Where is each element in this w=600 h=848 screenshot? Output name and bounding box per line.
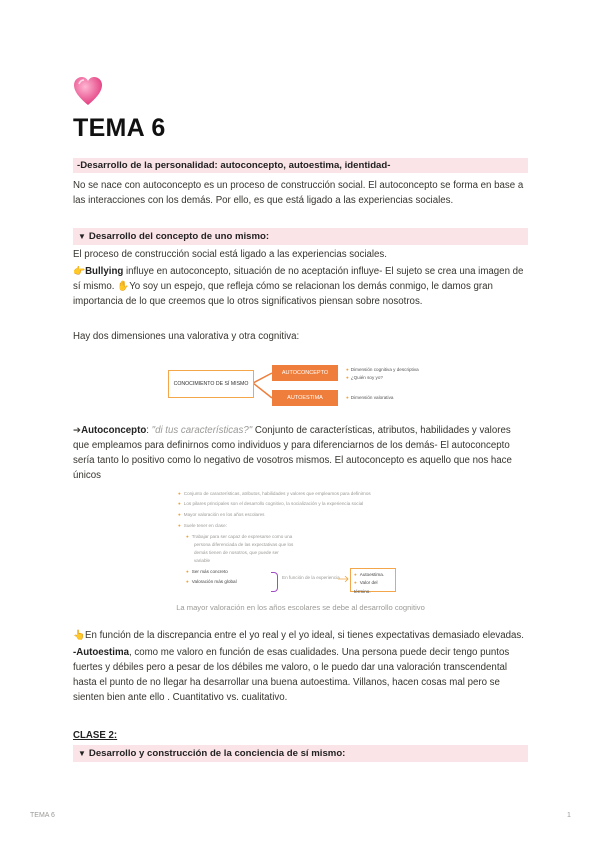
detail-mid-note: En función de la experiencia: [282, 575, 340, 580]
paragraph-dimensiones: Hay dos dimensiones una valorativa y otra cognitiva:: [73, 331, 300, 342]
note-valorativa: ● Dimensión valorativa: [346, 395, 394, 400]
paragraph-autoconcepto: ➔Autoconcepto: "di tus características?" Conjunto de características, atributos, habilidades y valores que empleamos para definirnos como individuos y para diferenciarnos de los demás- El autoconcepto sería tanto lo positivo como lo negativo de vosotros mismos. El autoconcepto es aquello que nos hace únicos: [73, 425, 512, 481]
detail-row: ● Suele tener en clase:: [178, 523, 227, 528]
detail-subrow-cont: persona diferenciada de las expectativas que los: [194, 542, 294, 547]
detail-subrow: ● Valoración más global: [186, 579, 237, 584]
node-conocimiento: CONOCIMIENTO DE SÍ MISMO: [168, 370, 254, 398]
paragraph-discrepancia: 👆En función de la discrepancia entre el yo real y el yo ideal, si tienes expectativas demasiado elevadas.: [73, 630, 524, 641]
detail-subrow-cont: variable: [194, 558, 211, 563]
arrow-right-icon: [338, 576, 350, 582]
paragraph-bullying: 👉Bullying influye en autoconcepto, situación de no aceptación influye- El sujeto se crea una imagen de sí mismo. ✋Yo soy un espejo, que refleja cómo se relacionan los demás conmigo, le damos gran importancia de lo que creemos que lo otros significativos piensan sobre nosotros.: [73, 266, 524, 307]
toggle-triangle-icon: ▼: [78, 232, 86, 241]
toggle-concepto-uno-mismo[interactable]: ▼ Desarrollo del concepto de uno mismo:: [73, 228, 528, 245]
outcome-line: ● Autoestima.: [354, 572, 385, 577]
detail-subrow-cont: demás tienen de nosotros, que puede ser: [194, 550, 279, 555]
diagram-conocimiento: [168, 362, 438, 410]
clase-heading: CLASE 2:: [73, 730, 118, 741]
note-quien-soy: ● ¿Quién soy yo?: [346, 375, 383, 380]
intro-paragraph: No se nace con autoconcepto es un proceso de construcción social. El autoconcepto se forma en base a las interacciones con los demás. Por ello, es que está ligado a las experiencias sociales.: [73, 180, 524, 206]
node-autoconcepto: AUTOCONCEPTO: [272, 365, 338, 381]
toggle-triangle-icon: ▼: [78, 749, 86, 758]
detail-subrow: ● Ser más concreto: [186, 569, 228, 574]
page-title: TEMA 6: [73, 114, 166, 142]
figure-caption: La mayor valoración en los años escolares se debe al desarrollo cognitivo: [176, 603, 425, 612]
pointing-hand-icon: 👉: [73, 266, 86, 277]
detail-subrow: ● Trabajar para ser capaz de expresarse como una: [186, 534, 293, 539]
footer-page-number: 1: [567, 812, 571, 819]
diagram-autoconcepto-details: [178, 490, 433, 595]
bracket-shape: [271, 572, 278, 592]
detail-row: ● Conjunto de características, atributos, habilidades y valores que empleamos para definirnos: [178, 491, 371, 496]
arrow-icon: ➔: [73, 425, 82, 436]
paragraph-autoestima: -Autoestima, como me valoro en función de esas cualidades. Una persona puede decir tengo puntos fuertes y débiles pero a pesar de los débiles me valoro, o le puedo dar una valoración transcendental hasta el punto de no llegar ha desarrollar una buena autoestima. Villanos, hacen cosas mal pero se sienten bien ante ello . Cuantitativo vs. cualitativo.: [73, 647, 510, 703]
paragraph-proceso-social: El proceso de construcción social está ligado a las experiencias sociales.: [73, 249, 387, 260]
note-cognitiva: ● Dimensión cognitiva y descriptiva: [346, 367, 419, 372]
heart-emoji-icon: [73, 75, 103, 109]
section-heading-personalidad: -Desarrollo de la personalidad: autoconcepto, autoestima, identidad-: [73, 158, 528, 173]
outcome-box: [350, 568, 396, 592]
detail-row: ● Mayor valoración en los años escolares: [178, 512, 265, 517]
outcome-line: ● Valor del término.: [354, 580, 378, 594]
detail-row: ● Los pilares principales son el desarrollo cognitivo, la socialización y la experiencia social: [178, 501, 364, 506]
toggle-conciencia-si-mismo[interactable]: ▼ Desarrollo y construcción de la conciencia de sí mismo:: [73, 745, 528, 762]
footer-title: TEMA 6: [30, 812, 55, 819]
node-autoestima: AUTOESTIMA: [272, 390, 338, 406]
